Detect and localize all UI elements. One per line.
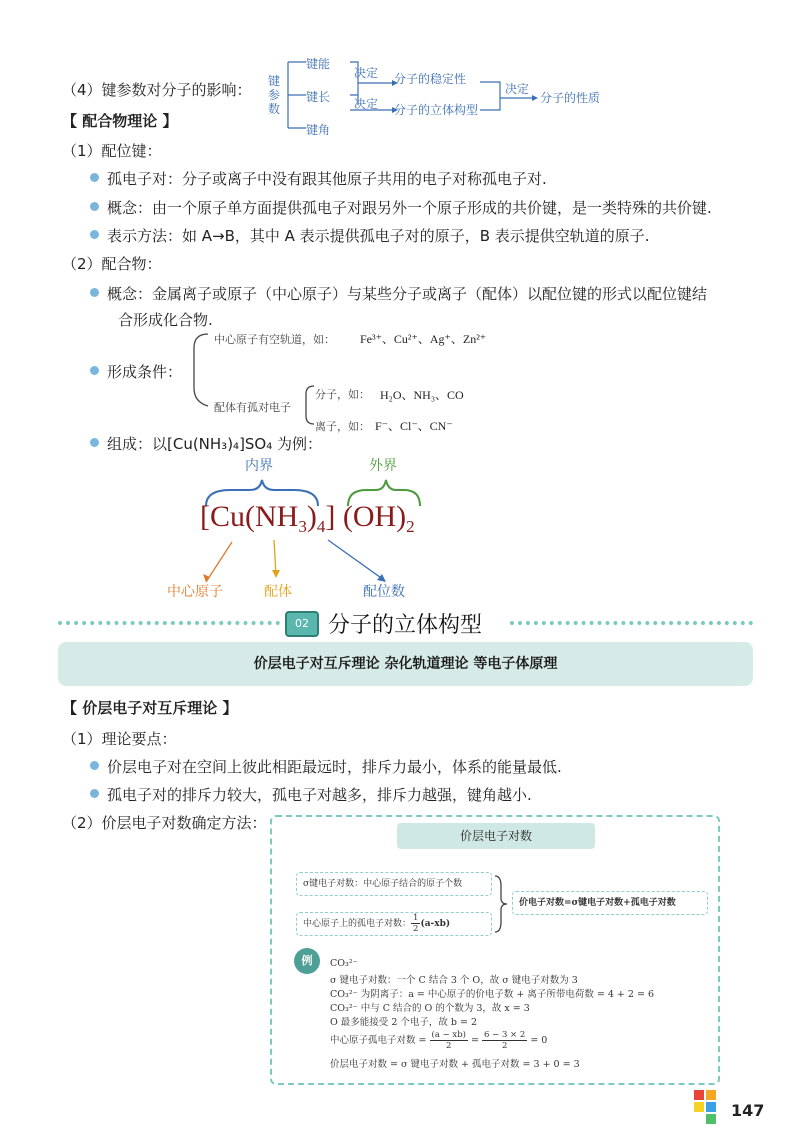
bullet-dot	[90, 288, 99, 297]
section-number-badge: 02	[285, 611, 319, 637]
property-label: 分子的性质	[540, 91, 601, 105]
bullet-dot	[90, 173, 99, 182]
lone-pair-fraction: $\frac{1}{2}$	[413, 913, 419, 934]
stability-label: 分子的稳定性	[394, 72, 467, 86]
coord-sub2: （2）配合物：	[62, 255, 162, 273]
cond-center-ions: Fe³⁺、Cu²⁺、Ag⁺、Zn²⁺	[360, 332, 487, 346]
cond-ion-list: F⁻、Cl⁻、CN⁻	[375, 419, 453, 433]
vsepr-box-title: 价层电子对数	[397, 823, 595, 849]
bond-length: 键长	[306, 90, 331, 104]
coord-bullet-6: 组成：以[Cu(NH₃)₄]SO₄ 为例：	[90, 433, 322, 454]
coord-bullet-2: 概念：由一个原子单方面提供孤电子对跟另外一个原子形成的共价键，是一类特殊的共价键.	[90, 197, 712, 218]
coord-bullet-1: 孤电子对：分子或离子中没有跟其他原子共用的电子对称孤电子对.	[90, 168, 547, 189]
bullet-dot	[90, 789, 99, 798]
section-banner: 价层电子对互斥理论 杂化轨道理论 等电子体原理	[58, 642, 753, 686]
section-title: 分子的立体构型	[328, 613, 483, 638]
coord-sub1: （1）配位键：	[62, 142, 162, 160]
publisher-logo-icon	[690, 1088, 724, 1126]
page-number: 147	[731, 1101, 765, 1120]
example-line-6: 中心原子孤电子对数 = $\frac{(a - xb)}{2}$ = $\frac{6 - 3 \times 2}{2}$ = 0	[330, 1030, 548, 1051]
vsepr-point-1: 价层电子对在空间上彼此相距最远时，排斥力最小，体系的能量最低.	[90, 756, 562, 777]
example-line-5: O 最多能接受 2 个电子，故 b = 2	[330, 1017, 478, 1028]
sigma-pair-box: σ键电子对数：中心原子结合的原子个数	[296, 872, 492, 896]
example-line-4: CO₃²⁻ 中与 C 结合的 O 的个数为 3，故 x = 3	[330, 1003, 530, 1014]
section-divider-left	[58, 621, 280, 625]
section-divider-right	[510, 621, 753, 625]
example-line-2: σ 键电子对数：一个 C 结合 3 个 O，故 σ 键电子对数为 3	[330, 975, 578, 986]
example-line-7: 价层电子对数 = σ 键电子对数 + 孤电子对数 = 3 + 0 = 3	[330, 1059, 580, 1070]
coord-bullet-5: 形成条件：	[90, 361, 182, 382]
cond-center: 中心原子有空轨道，如：	[214, 333, 335, 346]
bullet-dot	[90, 202, 99, 211]
complex-formula: $[Cu(NH_3)_4]$ $(OH)_2$	[200, 500, 415, 536]
cond-ion: 离子，如：	[315, 420, 370, 433]
bond-angle: 键角	[306, 123, 331, 137]
geometry-label: 分子的立体构型	[394, 103, 479, 117]
outer-sphere-label: 外界	[369, 458, 397, 474]
root-char-3: 数	[267, 102, 280, 116]
example-line-3: CO₃²⁻ 为阴离子：a = 中心原子的价电子数 + 离子所带电荷数 = 4 + 2 = 6	[330, 989, 655, 1000]
ligand-label: 配体	[264, 584, 292, 600]
bullet-dot	[90, 366, 99, 375]
vsepr-sub1: （1）理论要点：	[62, 730, 177, 748]
coord-number-label: 配位数	[363, 584, 405, 600]
vsepr-heading: 【 价层电子对互斥理论 】	[62, 699, 238, 717]
method-brace	[493, 872, 513, 936]
cond-molecule-list: H₂O、NH₃、CO	[380, 388, 464, 402]
coord-bullet-4: 概念：金属离子或原子（中心原子）与某些分子或离子（配体）以配位键的形式以配位键结	[90, 283, 707, 304]
bond-params-root	[267, 74, 281, 116]
inner-sphere-label: 内界	[245, 458, 273, 474]
decide-label-2: 决定	[354, 97, 379, 111]
example-line-1: CO₃²⁻	[330, 958, 358, 969]
bond-params-lead: （4）键参数对分子的影响：	[62, 81, 252, 99]
bullet-dot	[90, 438, 99, 447]
lone-pair-box: 中心原子上的孤电子对数： $\frac{1}{2}$ (a-xb)	[296, 912, 492, 936]
example-badge: 例	[294, 948, 320, 974]
bond-energy: 键能	[306, 57, 331, 71]
example-fraction-1: $\frac{(a - xb)}{2}$	[431, 1030, 466, 1051]
bullet-dot	[90, 761, 99, 770]
example-fraction-2: $\frac{6 - 3 \times 2}{2}$	[484, 1030, 526, 1051]
cond-molecule: 分子，如：	[315, 388, 370, 401]
decide-label-3: 决定	[505, 82, 530, 96]
bullet-dot	[90, 230, 99, 239]
coord-bullet-4-cont: 合形成化合物.	[118, 311, 213, 329]
total-pair-box: 价电子对数=σ键电子对数+孤电子对数	[512, 891, 708, 915]
cond-ligand: 配体有孤对电子	[214, 401, 291, 414]
vsepr-sub2: （2）价层电子对数确定方法：	[62, 814, 267, 832]
coord-bullet-3: 表示方法：如 A→B，其中 A 表示提供孤电子对的原子，B 表示提供空轨道的原子.	[90, 225, 650, 246]
coord-heading: 【 配合物理论 】	[62, 112, 178, 130]
decide-label-1: 决定	[354, 66, 379, 80]
root-char-1: 键	[267, 74, 280, 88]
root-char-2: 参	[267, 88, 280, 102]
center-atom-label: 中心原子	[167, 584, 223, 600]
vsepr-point-2: 孤电子对的排斥力较大，孤电子对越多，排斥力越强，键角越小.	[90, 784, 532, 805]
